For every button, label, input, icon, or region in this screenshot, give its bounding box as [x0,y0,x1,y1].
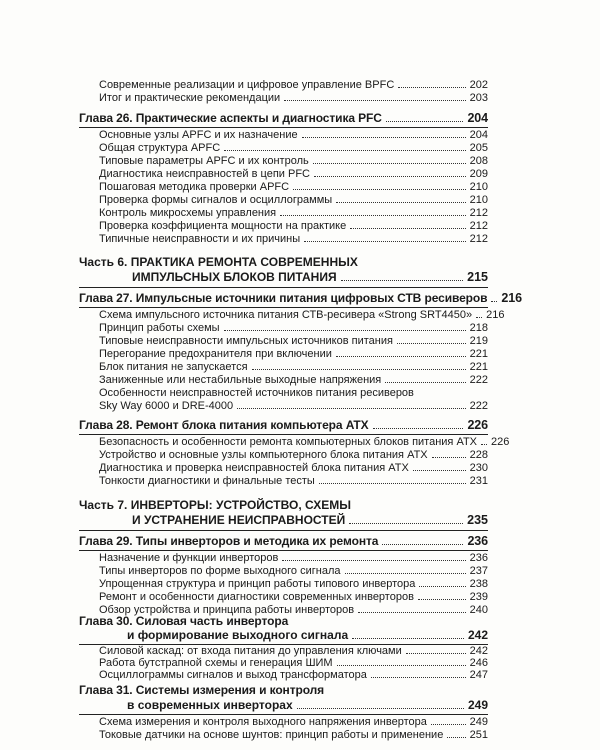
entry-page: 218 [469,322,488,334]
dot-leader [397,342,466,344]
dot-leader [447,736,465,738]
chapter-rule [79,714,488,715]
dot-leader [336,355,466,357]
dot-leader [345,572,466,574]
part-page: 215 [467,270,488,284]
entry-page: 231 [469,475,488,487]
entry-title: Диагностика неисправностей в цепи PFC [99,168,310,180]
dot-leader [319,482,466,484]
toc-entry[interactable] [99,578,488,591]
dot-leader [432,456,466,458]
entry-title: Токовые датчики на основе шунтов: принцип работы и применение [99,729,444,741]
entry-title: Упрощенная структура и принцип работы типового инвертора [99,578,416,590]
entry-page: 228 [469,449,488,461]
entry-title: Типовые неисправности импульсных источников питания [99,335,393,347]
dot-leader [314,175,466,177]
chapter-28-heading[interactable] [79,418,488,433]
part-7-heading[interactable] [79,498,488,513]
entry-page: 202 [469,79,488,91]
dot-leader [252,368,466,370]
chapter-rule [79,434,488,435]
toc-entry[interactable] [99,142,488,155]
chapter-title: Глава 29. Типы инверторов и методика их ремонта [79,534,379,548]
entry-page: 222 [469,400,488,412]
entry-title: Тонкости диагностики и финальные тесты [99,475,315,487]
entry-page: 230 [469,462,488,474]
dot-leader [352,637,464,639]
entry-page: 236 [469,552,488,564]
toc-entry[interactable] [99,462,488,475]
toc-entry[interactable] [99,475,488,488]
toc-entry[interactable] [99,220,488,233]
entry-page: 238 [469,578,488,590]
chapter-rule [79,127,488,128]
entry-page: 246 [469,657,488,669]
dot-leader [350,227,465,229]
dot-leader [302,136,466,138]
toc-entry[interactable] [99,129,488,142]
dot-leader [341,279,464,281]
dot-leader [419,585,465,587]
entry-page: 209 [469,168,488,180]
dot-leader [386,120,464,122]
part-7-heading-cont[interactable] [79,513,488,528]
chapter-page: 249 [467,698,488,712]
dot-leader [304,240,465,242]
dot-leader [358,611,466,613]
dot-leader [293,188,466,190]
entry-page: 210 [469,194,488,206]
toc-entry[interactable] [99,374,488,387]
entry-page: 226 [491,436,510,448]
entry-page: 239 [469,591,488,603]
entry-page: 203 [469,92,488,104]
part-rule [79,530,488,531]
entry-title: Типовые параметры APFC и их контроль [99,155,309,167]
part-page: 235 [467,513,488,527]
chapter-title-line1: Глава 31. Системы измерения и контроля [79,683,325,697]
entry-title: Контроль микросхемы управления [99,207,277,219]
toc-entry[interactable] [99,207,488,220]
entry-title: Работа бутстрапной схемы и генерация ШИМ [99,657,333,669]
chapter-title: Глава 26. Практические аспекты и диагностика PFC [79,111,382,125]
entry-title: Обзор устройства и принципа работы инверторов [99,604,355,616]
chapter-page: 216 [501,291,522,305]
entry-page: 247 [469,669,488,681]
entry-title: Заниженные или нестабильные выходные напряжения [99,374,382,386]
chapter-31-heading[interactable] [79,683,488,698]
chapter-title-line2: и формирование выходного сигнала [127,628,349,642]
entry-title: Устройство и основные узлы компьютерного блока питания ATX [99,449,428,461]
dot-leader [282,559,465,561]
entry-title: Назначение и функции инверторов [99,552,279,564]
toc-entry[interactable] [99,387,488,400]
toc-entry[interactable] [99,194,488,207]
entry-title: Схема импульсного источника питания СТВ-ресивера «Strong SRT4450» [99,309,473,321]
dot-leader [371,676,466,678]
toc-entry[interactable] [99,361,488,374]
dot-leader [476,316,482,318]
dot-leader [385,381,465,383]
dot-leader [237,407,466,409]
entry-page: 208 [469,155,488,167]
entry-page: 219 [469,335,488,347]
chapter-title-line2: в современных инверторах [127,698,293,712]
part-title-line1: Часть 6. ПРАКТИКА РЕМОНТА СОВРЕМЕННЫХ [79,255,358,269]
entry-title: Осциллограммы сигналов и выход трансформатора [99,669,367,681]
entry-title: Силовой каскад: от входа питания до управления ключами [99,645,402,657]
entry-page: 237 [469,565,488,577]
entry-page: 210 [469,181,488,193]
dot-leader [337,664,466,666]
entry-title: Типы инверторов по форме выходного сигнала [99,565,341,577]
part-6-heading-cont[interactable] [79,270,488,285]
toc-entry[interactable] [99,309,505,322]
entry-page: 242 [469,645,488,657]
dot-leader [491,300,497,302]
entry-title: Перегорание предохранителя при включении [99,348,332,360]
entry-title: Проверка коэффициента мощности на практике [99,220,347,232]
entry-page: 222 [469,374,488,386]
toc-entry[interactable] [99,155,488,168]
toc-entry-last[interactable] [99,729,488,742]
part-6-heading[interactable] [79,255,488,270]
toc-entry-cont[interactable] [99,400,488,413]
toc-entry[interactable] [99,552,488,565]
toc-entry[interactable] [99,348,488,361]
toc-entry[interactable] [99,181,488,194]
dot-leader [382,543,463,545]
toc-entry[interactable] [99,449,488,462]
entry-page: 249 [469,716,488,728]
entry-title: Современные реализации и цифровое управление BPFC [99,79,395,91]
entry-page: 221 [469,361,488,373]
dot-leader [398,86,465,88]
toc-entry[interactable] [99,335,488,348]
dot-leader [336,201,465,203]
entry-title: Схема измерения и контроля выходного напряжения инвертора [99,716,427,728]
dot-leader [431,723,466,725]
dot-leader [413,469,466,471]
toc-entry[interactable] [99,322,488,335]
entry-title: Диагностика и проверка неисправностей блока питания ATX [99,462,409,474]
entry-page: 212 [469,220,488,232]
chapter-27-heading[interactable] [79,291,522,306]
part-title-line2: ИМПУЛЬСНЫХ БЛОКОВ ПИТАНИЯ [132,270,337,284]
dot-leader [284,99,465,101]
toc-entry[interactable] [99,716,488,729]
chapter-26-heading[interactable] [79,111,488,126]
dot-leader [297,707,464,709]
toc-entry[interactable] [99,92,488,105]
chapter-page: 242 [467,628,488,642]
entry-page: 212 [469,233,488,245]
entry-title: Ремонт и особенности диагностики современных инверторов [99,591,414,603]
entry-page: 205 [469,142,488,154]
entry-page: 240 [469,604,488,616]
chapter-31-heading-cont[interactable] [79,698,488,713]
chapter-30-heading[interactable] [79,614,488,629]
entry-title: Принцип работы схемы [99,322,220,334]
entry-title: Основные узлы APFC и их назначение [99,129,298,141]
entry-title: Пошаговая методика проверки APFC [99,181,290,193]
toc-entry[interactable] [99,669,488,682]
dot-leader [224,149,465,151]
part-rule [79,287,488,288]
chapter-page: 226 [467,418,488,432]
entry-title: Sky Way 6000 и DRE-4000 [99,400,234,412]
chapter-title: Глава 28. Ремонт блока питания компьютера ATX [79,418,369,432]
entry-title: Безопасность и особенности ремонта компьютерных блоков питания ATX [99,436,478,448]
toc-entry[interactable] [99,436,510,449]
chapter-title: Глава 27. Импульсные источники питания цифровых СТВ ресиверов [79,291,488,305]
entry-title: Общая структура APFC [99,142,221,154]
dot-leader [280,214,466,216]
entry-title: Типичные неисправности и их причины [99,233,301,245]
toc-entry[interactable] [99,591,488,604]
dot-leader [313,162,466,164]
dot-leader [373,427,464,429]
entry-page: 212 [469,207,488,219]
dot-leader [349,522,463,524]
entry-page: 216 [486,309,505,321]
entry-page: 221 [469,348,488,360]
toc-entry[interactable] [99,168,488,181]
toc-entry[interactable] [99,233,488,246]
dot-leader [224,329,466,331]
dot-leader [481,443,487,445]
part-title-line1: Часть 7. ИНВЕРТОРЫ: УСТРОЙСТВО, СХЕМЫ [79,498,351,512]
entry-page: 251 [469,729,488,741]
chapter-page: 204 [467,111,488,125]
toc-entry[interactable] [99,565,488,578]
dot-leader [406,652,466,654]
chapter-rule [79,307,488,308]
entry-title: Блок питания не запускается [99,361,248,373]
entry-title: Итог и практические рекомендации [99,92,281,104]
dot-leader [418,598,466,600]
chapter-29-heading[interactable] [79,534,488,549]
entry-title: Особенности неисправностей источников питания ресиверов [99,387,414,399]
chapter-30-heading-cont[interactable] [79,628,488,643]
chapter-page: 236 [467,534,488,548]
chapter-title-line1: Глава 30. Силовая часть инвертора [79,614,289,628]
part-title-line2: И УСТРАНЕНИЕ НЕИСПРАВНОСТЕЙ [132,513,346,527]
entry-title: Проверка формы сигналов и осциллограммы [99,194,333,206]
toc-entry[interactable] [99,79,488,92]
chapter-rule [79,550,488,551]
entry-page: 204 [469,129,488,141]
